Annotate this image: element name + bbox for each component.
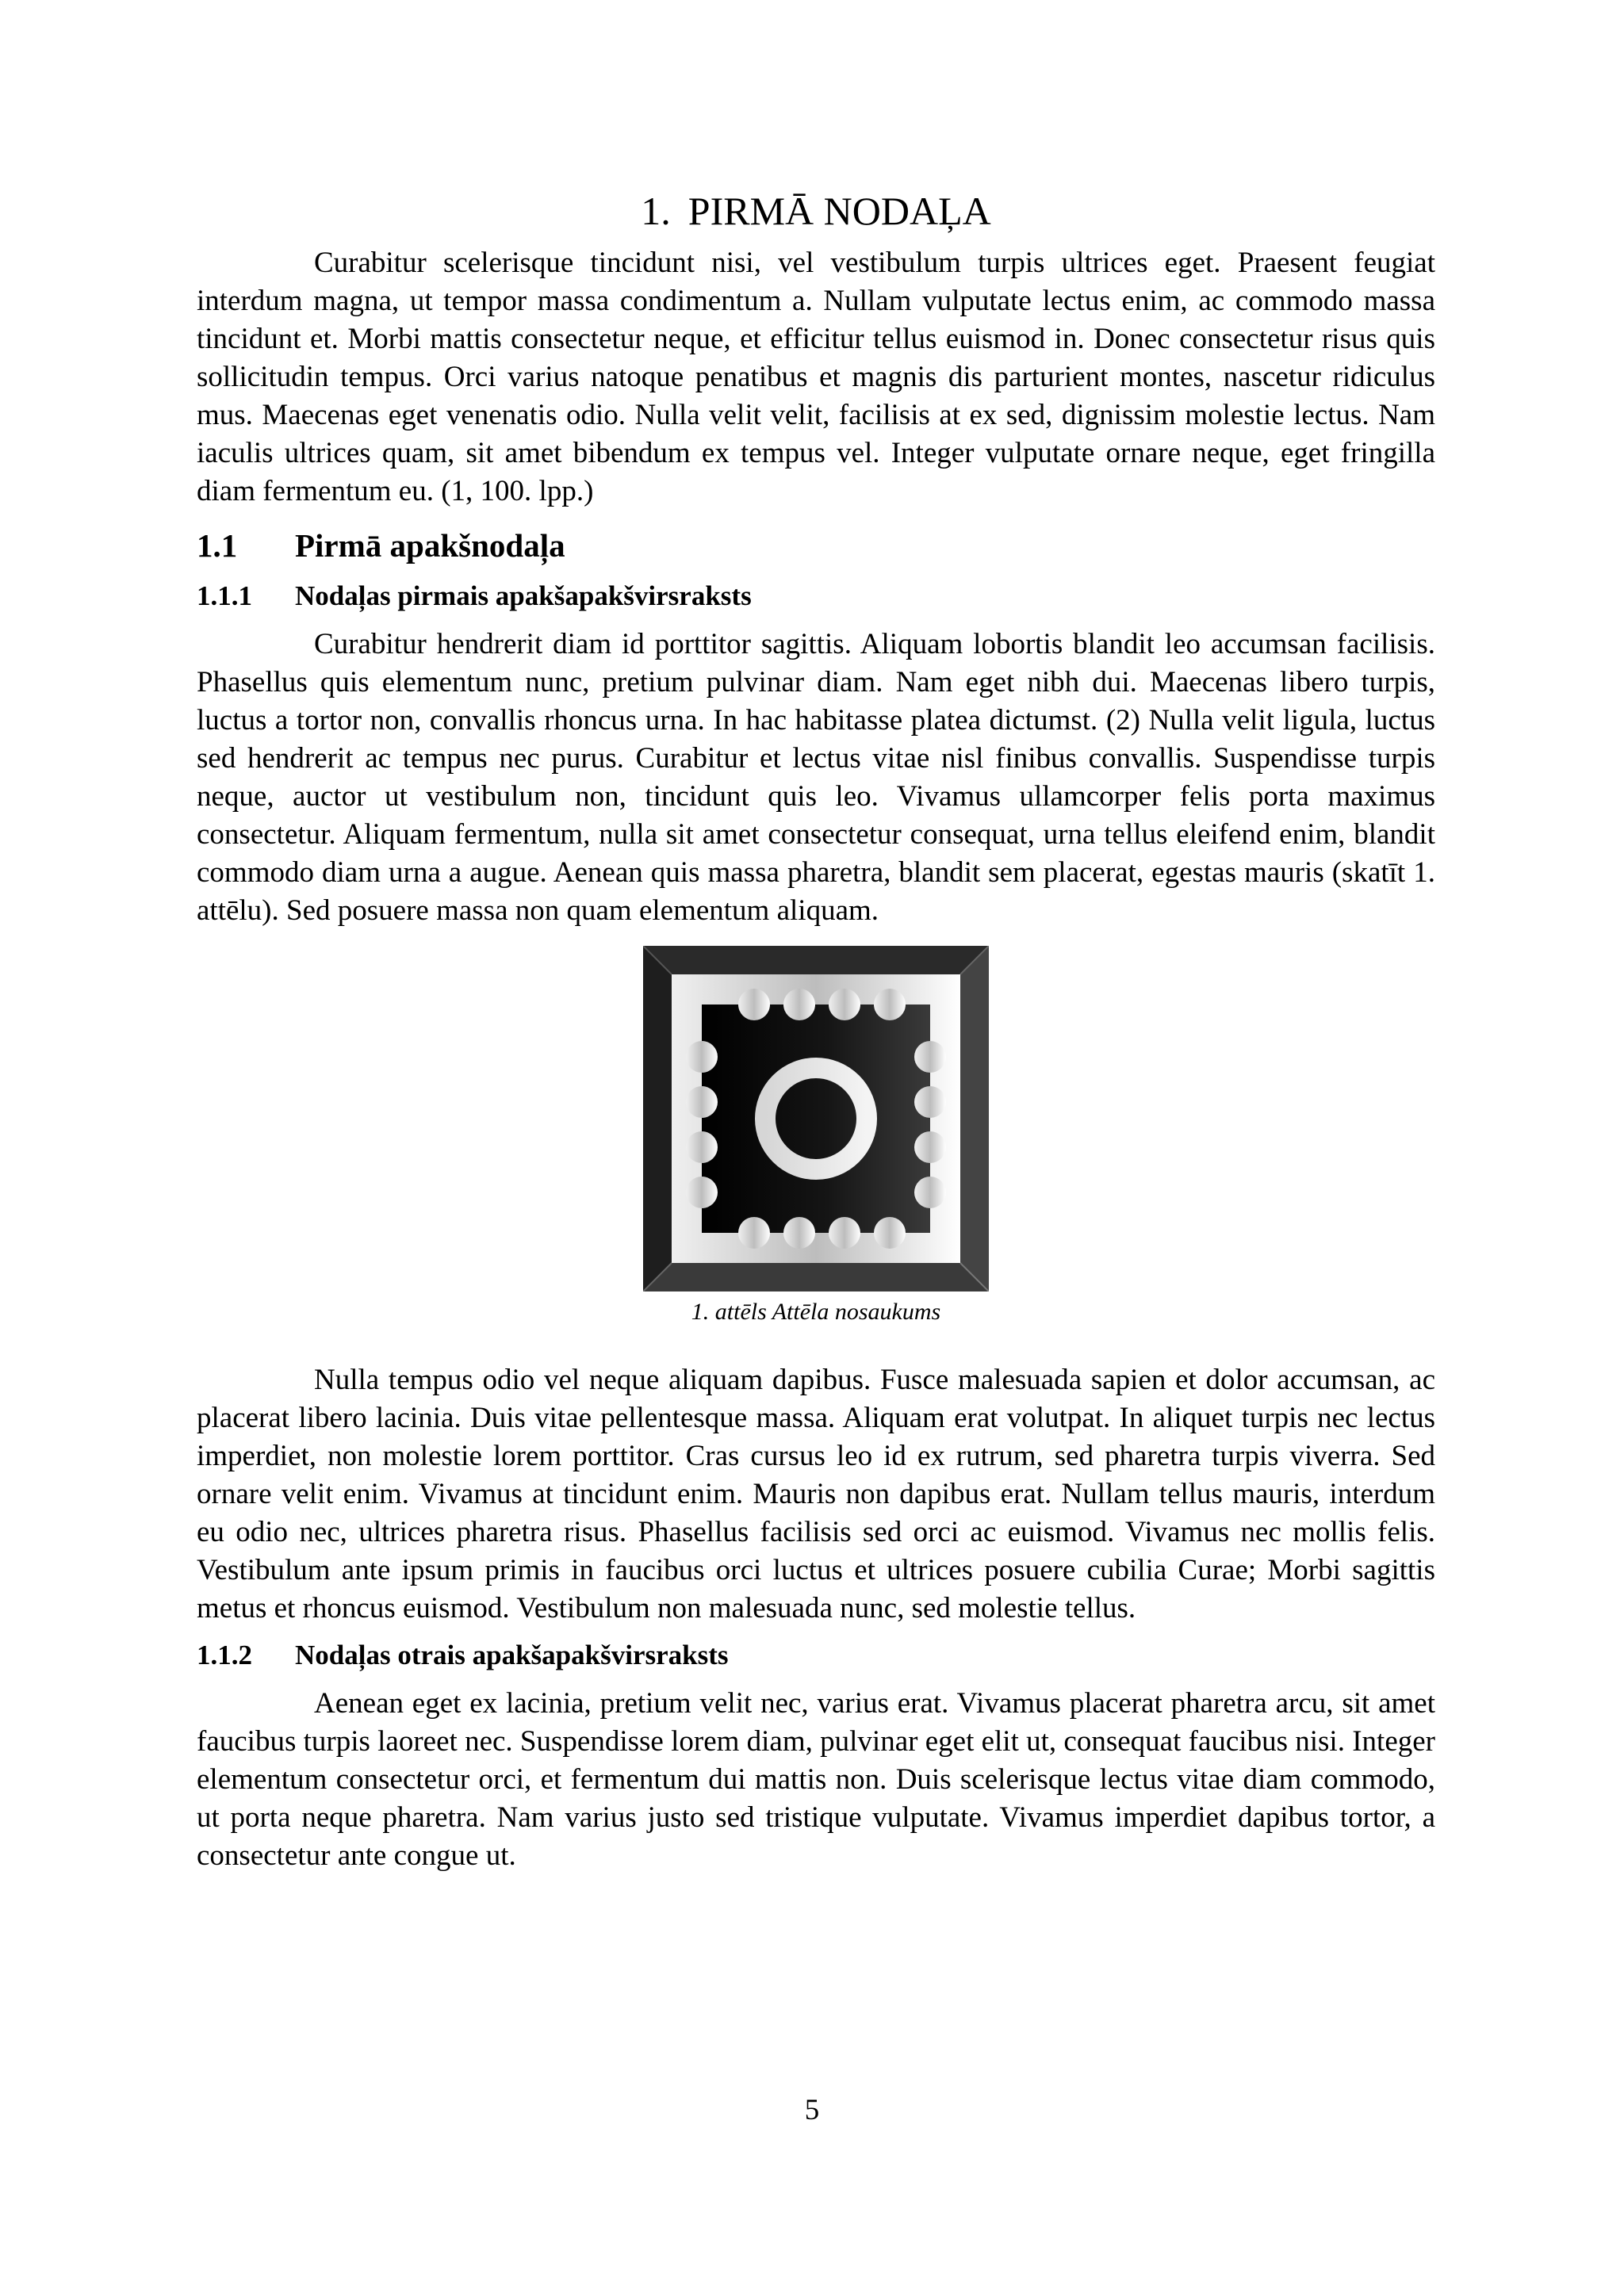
page-number: 5 [804,2094,820,2126]
paragraph-3: Nulla tempus odio vel neque aliquam dapibus. Fusce malesuada sapien et dolor accumsan, ac placerat libero lacinia. Duis vitae pellentesque massa. Aliquam erat volutpat. In aliquet turpis nec lectus imperdiet, non molestie lorem porttitor. Cras cursus leo id ex rutrum, sed pharetra turpis viverra. Sed ornare velit enim. Vivamus at tincidunt enim. Mauris non dapibus erat. Nullam tellus mauris, interdum eu odio nec, ultrices pharetra risus. Phasellus facilisis sed orci ac euismod. Vivamus nec mollis felis. Vestibulum ante ipsum primis in faucibus orci luctus et ultrices posuere cubilia Curae; Morbi sagittis metus et rhoncus euismod. Vestibulum non malesuada nunc, sed molestie tellus. [197,1364,1435,1625]
paragraph-4: Aenean eget ex lacinia, pretium velit nec, varius erat. Vivamus placerat pharetra arcu, sit amet faucibus turpis laoreet nec. Suspendisse lorem diam, pulvinar eget elit ut, consequat faucibus nisi. Integer elementum consectetur orci, et fermentum dui mattis non. Duis scelerisque lectus vitae diam commodo, ut porta neque pharetra. Nam varius justo sed tristique vulputate. Vivamus imperdiet dapibus tortor, a consectetur ante congue ut. [197,1687,1435,1873]
subsection-heading-1 [197,580,1435,613]
section-title: Pirmā apakšnodaļa [295,527,565,564]
chapter-title [197,187,1435,235]
subsection-title-1: Nodaļas pirmais apakšapakšvirsraksts [295,580,752,612]
figure-caption: 1. attēls Attēla nosaukums [691,1299,941,1326]
subsection-title-2: Nodaļas otrais apakšapakšvirsraksts [295,1640,729,1671]
section-number: 1.1 [197,527,238,564]
chapter-number: 1. [641,189,671,233]
section-heading [197,526,1435,565]
paragraph-2: Curabitur hendrerit diam id porttitor sagittis. Aliquam lobortis blandit leo accumsan facilisis. Phasellus quis elementum nunc, pretium pulvinar diam. Nam eget nibh dui. Maecenas libero turpis, luctus a tortor non, convallis rhoncus urna. In hac habitasse platea dictumst. (2) Nulla velit ligula, luctus sed hendrerit ac tempus nec purus. Curabitur et lectus vitae nisl finibus convallis. Suspendisse turpis neque, auctor ut vestibulum non, tincidunt quis leo. Vivamus ullamcorper felis porta maximus consectetur. Aliquam fermentum, nulla sit amet consectetur consequat, urna tellus eleifend enim, blandit commodo diam urna a augue. Aenean quis massa pharetra, blandit sem placerat, egestas mauris (skatīt 1. attēlu). Sed posuere massa non quam elementum aliquam. [197,628,1435,928]
subsection-number-1: 1.1.1 [197,580,252,612]
figure [197,946,1435,1326]
chapter-title-text: PIRMĀ NODAĻA [688,189,991,233]
subsection-heading-2 [197,1639,1435,1672]
postage-stamp-icon [643,946,989,1292]
paragraph-1: Curabitur scelerisque tincidunt nisi, vel vestibulum turpis ultrices eget. Praesent feugiat interdum magna, ut tempor massa condimentum a. Nullam vulputate lectus enim, ac commodo massa tincidunt et. Morbi mattis consectetur neque, et efficitur tellus euismod in. Donec consectetur risus quis sollicitudin tempus. Orci varius natoque penatibus et magnis dis parturient montes, nascetur ridiculus mus. Maecenas eget venenatis odio. Nulla velit velit, facilisis at ex sed, dignissim molestie lectus. Nam iaculis ultrices quam, sit amet bibendum ex tempus vel. Integer vulputate ornare neque, eget fringilla diam fermentum eu. (1, 100. lpp.) [197,247,1435,507]
page-content [197,187,1435,1875]
subsection-number-2: 1.1.2 [197,1640,252,1671]
